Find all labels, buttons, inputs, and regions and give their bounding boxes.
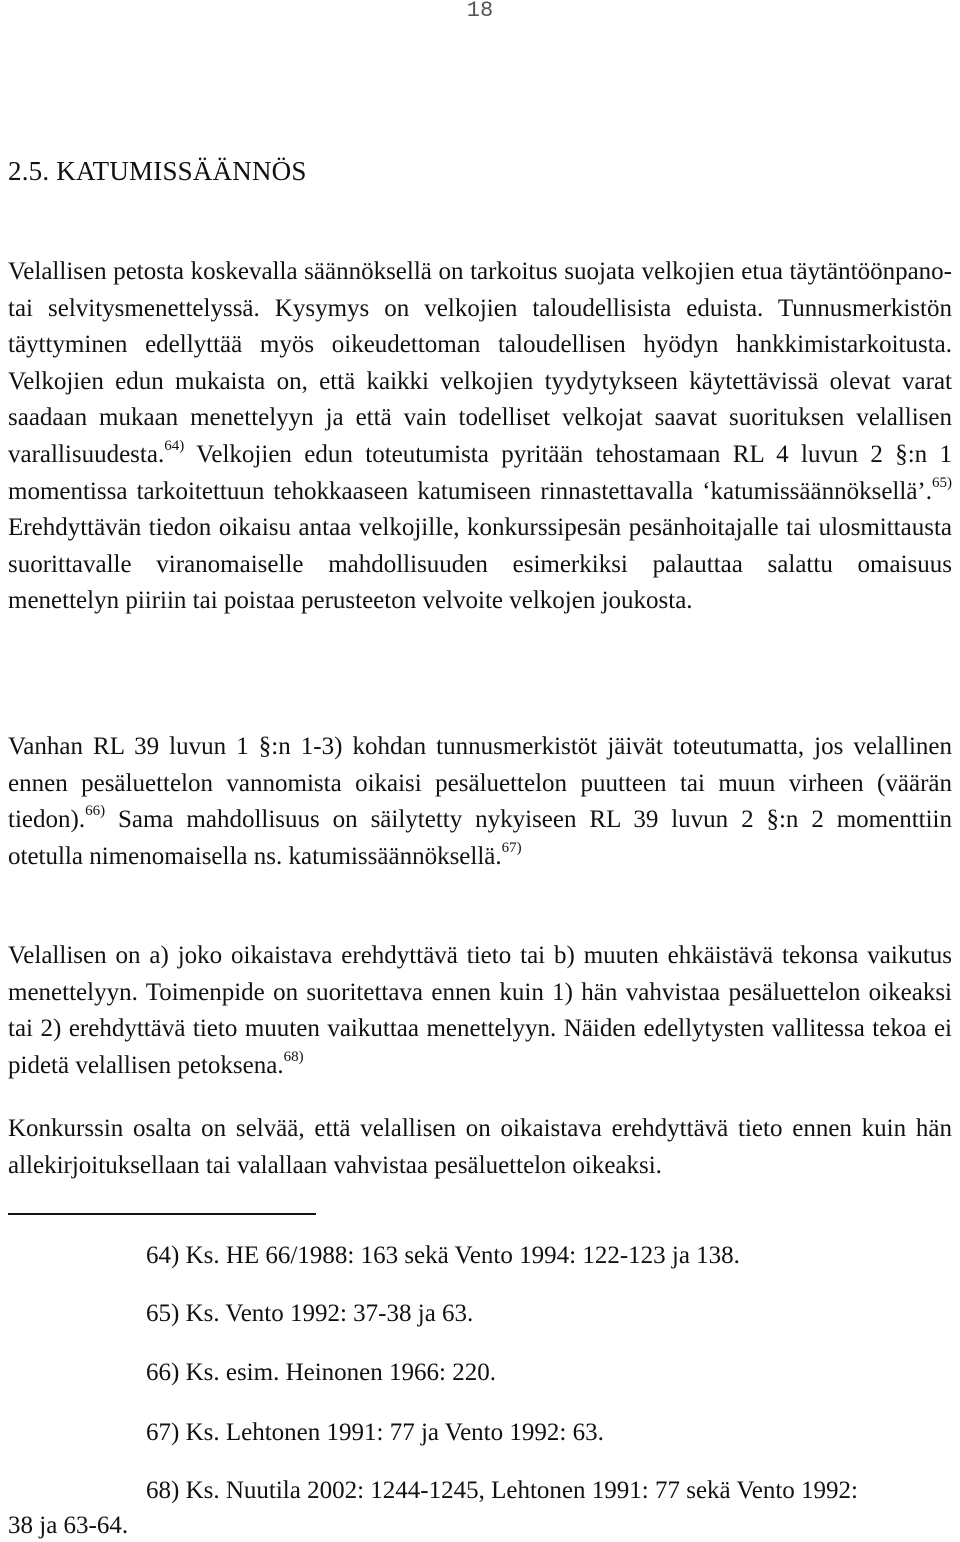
footnote-reference: 64) — [164, 437, 185, 454]
footnote: 66) Ks. esim. Heinonen 1966: 220. — [146, 1359, 496, 1386]
footnote-reference: 66) — [85, 803, 106, 820]
footnote-continuation: 38 ja 63-64. — [8, 1512, 129, 1539]
footnote: 64) Ks. HE 66/1988: 163 sekä Vento 1994: 122-123 ja 138. — [146, 1242, 740, 1269]
footnote: 67) Ks. Lehtonen 1991: 77 ja Vento 1992: 63. — [146, 1419, 604, 1446]
page-number: 18 — [466, 0, 494, 23]
body-paragraph — [8, 254, 952, 620]
section-heading: 2.5. KATUMISSÄÄNNÖS — [8, 156, 307, 186]
body-paragraph — [8, 1111, 952, 1184]
footnote: 68) Ks. Nuutila 2002: 1244-1245, Lehtonen 1991: 77 sekä Vento 1992: — [146, 1477, 858, 1504]
footnote-separator — [8, 1213, 316, 1215]
paragraph-text: Velallisen petosta koskevalla säännöksellä on tarkoitus suojata velkojien etua täytäntöönpano- tai selvitysmenettelyssä. Kysymys on velkojien taloudellisista eduista. Tunnusmerkistön täyttyminen edellyttää myös oikeudettoman taloudellisen hyödyn hankkimistarkoitusta. Velkojien edun mukaista on, että kaikki velkojien tyydytykseen käytettävissä olevat varat saadaan mukaan menettelyyn ja että vain todelliset velkojat saavat suorituksen velallisen varallisuudesta. — [8, 258, 952, 468]
footnote-reference: 67) — [501, 839, 522, 856]
paragraph-text: Erehdyttävän tiedon oikaisu antaa velkojille, konkurssipesän pesänhoitajalle tai ulosmittausta suorittavalle viranomaiselle mahdollisuuden esimerkiksi palauttaa salattu omaisuus menettelyn piiriin tai poistaa perusteeton velvoite velkojen joukosta. — [8, 514, 952, 615]
footnote-reference: 68) — [283, 1048, 304, 1065]
paragraph-text: Velallisen on a) joko oikaistava erehdyttävä tieto tai b) muuten ehkäistävä tekonsa vaikutus menettelyyn. Toimenpide on suoritettava ennen kuin 1) hän vahvistaa pesäluettelon oikeaksi tai 2) erehdyttävä tieto muuten vaikuttaa menettelyyn. Näiden edellytysten vallitessa tekoa ei pidetä velallisen petoksena. — [8, 942, 952, 1079]
paragraph-text: Konkurssin osalta on selvää, että velallisen on oikaistava erehdyttävä tieto ennen kuin hän allekirjoituksellaan tai valallaan vahvistaa pesäluettelon oikeaksi. — [8, 1115, 952, 1179]
paragraph-text: Sama mahdollisuus on säilytetty nykyiseen RL 39 luvun 2 §:n 2 momenttiin otetulla nimenomaisella ns. katumissäännöksellä. — [8, 806, 952, 870]
body-paragraph — [8, 729, 952, 875]
body-paragraph — [8, 938, 952, 1084]
paragraph-text: Vanhan RL 39 luvun 1 §:n 1-3) kohdan tunnusmerkistöt jäivät toteutumatta, jos velallinen ennen pesäluettelon vannomista oikaisi pesäluettelon puutteen tai muun virheen (väärän tiedon). — [8, 733, 952, 834]
footnote-reference: 65) — [932, 474, 952, 491]
paragraph-text: Velkojien edun toteutumista pyritään tehostamaan RL 4 luvun 2 §:n 1 momentissa tarkoitettuun tehokkaaseen katumiseen rinnastettavalla ‘katumissäännöksellä’. — [8, 440, 952, 505]
footnote: 65) Ks. Vento 1992: 37-38 ja 63. — [146, 1300, 474, 1327]
